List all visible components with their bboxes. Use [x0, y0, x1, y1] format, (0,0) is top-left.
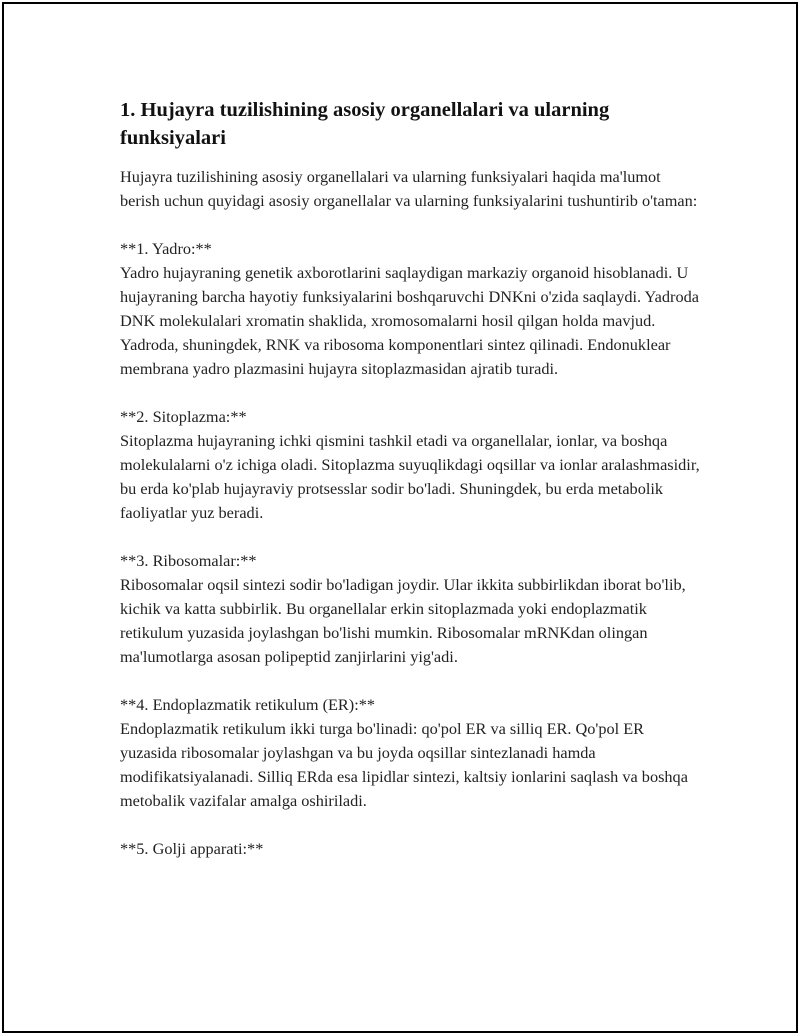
document-content: [120, 96, 700, 861]
section-golji-heading: **5. Golji apparati:**: [120, 839, 264, 858]
section-sitoplazma: [120, 405, 700, 525]
page-frame: [2, 2, 798, 1033]
document-title: 1. Hujayra tuzilishining asosiy organellalari va ularning funksiyalari: [120, 99, 610, 149]
section-body: Ribosomalar oqsil sintezi sodir bo'ladigan joydir. Ular ikkita subbirlikdan iborat bo'lib, kichik va katta subbirlik. Bu organellalar erkin sitoplazmada yoki endoplazmatik retikulum yuzasida joylashgan bo'lishi mumkin. Ribosomalar mRNKdan olingan ma'lumotlarga asosan polipeptid zanjirlarini yig'adi.: [120, 575, 686, 666]
section-heading: **4. Endoplazmatik retikulum (ER):**: [120, 695, 376, 714]
section-body: Endoplazmatik retikulum ikki turga bo'linadi: qo'pol ER va silliq ER. Qo'pol ER yuzasida ribosomalar joylashgan va bu joyda oqsillar sintezlanadi hamda modifikatsiyalanadi. Silliq ERda esa lipidlar sintezi, kaltsiy ionlarini saqlash va boshqa metobalik vazifalar amalga oshiriladi.: [120, 719, 688, 810]
section-yadro: [120, 237, 700, 381]
section-endoplazmatik-retikulum: [120, 693, 700, 813]
section-heading: **2. Sitoplazma:**: [120, 407, 247, 426]
section-body: Yadro hujayraning genetik axborotlarini saqlaydigan markaziy organoid hisoblanadi. U hujayraning barcha hayotiy funksiyalarini boshqaruvchi DNKni o'zida saqlaydi. Yadroda DNK molekulalari xromatin shaklida, xromosomalarni hosil qilgan holda mavjud. Yadroda, shuningdek, RNK va ribosoma komponentlari sintez qilinadi. Endonuklear membrana yadro plazmasini hujayra sitoplazmasidan ajratib turadi.: [120, 263, 699, 378]
section-heading: **3. Ribosomalar:**: [120, 551, 257, 570]
intro-paragraph: Hujayra tuzilishining asosiy organellalari va ularning funksiyalari haqida ma'lumot berish uchun quyidagi asosiy organellalar va ularning funksiyalarini tushuntirib o'taman:: [120, 167, 698, 210]
section-ribosomalar: [120, 549, 700, 669]
section-heading: **1. Yadro:**: [120, 239, 212, 258]
section-body: Sitoplazma hujayraning ichki qismini tashkil etadi va organellalar, ionlar, va boshqa molekulalarni o'z ichiga oladi. Sitoplazma suyuqlikdagi oqsillar va ionlar aralashmasidir, bu erda ko'plab hujayraviy protsesslar sodir bo'ladi. Shuningdek, bu erda metabolik faoliyatlar yuz beradi.: [120, 431, 700, 522]
